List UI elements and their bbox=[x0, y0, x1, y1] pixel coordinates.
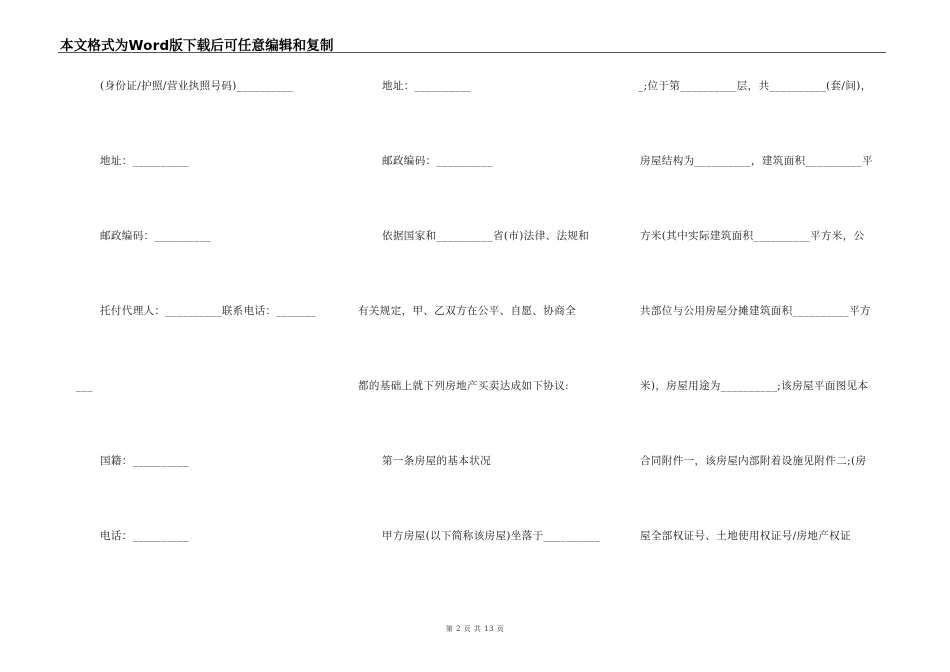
left-line-1: (身份证/护照/营业执照号码)__________ bbox=[100, 80, 294, 92]
left-line-3: 邮政编码：__________ bbox=[100, 230, 211, 242]
middle-line-1: 地址：__________ bbox=[382, 80, 472, 92]
middle-line-3: 依据国家和__________省(市)法律、法规和 bbox=[382, 230, 590, 242]
middle-line-6: 第一条房屋的基本状况 bbox=[382, 455, 491, 467]
right-line-2: 房屋结构为__________，建筑面积__________平 bbox=[640, 155, 873, 167]
page-number-footer: 第 2 页 共 13 页 bbox=[445, 625, 505, 633]
left-line-7: 电话：__________ bbox=[100, 530, 190, 542]
right-line-6: 合同附件一，该房屋内部附着设施见附件二;(房 bbox=[640, 455, 867, 467]
right-line-3: 方米(其中实际建筑面积__________平方米，公 bbox=[640, 230, 865, 242]
header-divider bbox=[58, 52, 886, 53]
document-header-title: 本文格式为Word版下载后可任意编辑和复制 bbox=[60, 38, 334, 54]
middle-line-5: 都的基础上就下列房地产买卖达成如下协议: bbox=[358, 380, 570, 392]
right-line-5: 米)，房屋用途为__________;该房屋平面图见本 bbox=[640, 380, 869, 392]
left-line-6: 国籍：__________ bbox=[100, 455, 190, 467]
middle-line-2: 邮政编码：__________ bbox=[382, 155, 493, 167]
middle-line-4: 有关规定，甲、乙双方在公平、自愿、协商全 bbox=[358, 305, 576, 317]
left-line-4: 托付代理人：__________联系电话：_______ bbox=[100, 305, 316, 317]
right-line-4: 共部位与公用房屋分摊建筑面积__________平方 bbox=[640, 305, 871, 317]
left-line-2: 地址：__________ bbox=[100, 155, 190, 167]
middle-line-7: 甲方房屋(以下简称该房屋)坐落于__________ bbox=[382, 530, 601, 542]
right-line-7: 屋全部权证号、土地使用权证号/房地产权证 bbox=[640, 530, 852, 542]
left-line-5: ___ bbox=[76, 380, 93, 392]
right-line-1: _;位于第__________层，共__________(套/间)， bbox=[638, 80, 872, 92]
